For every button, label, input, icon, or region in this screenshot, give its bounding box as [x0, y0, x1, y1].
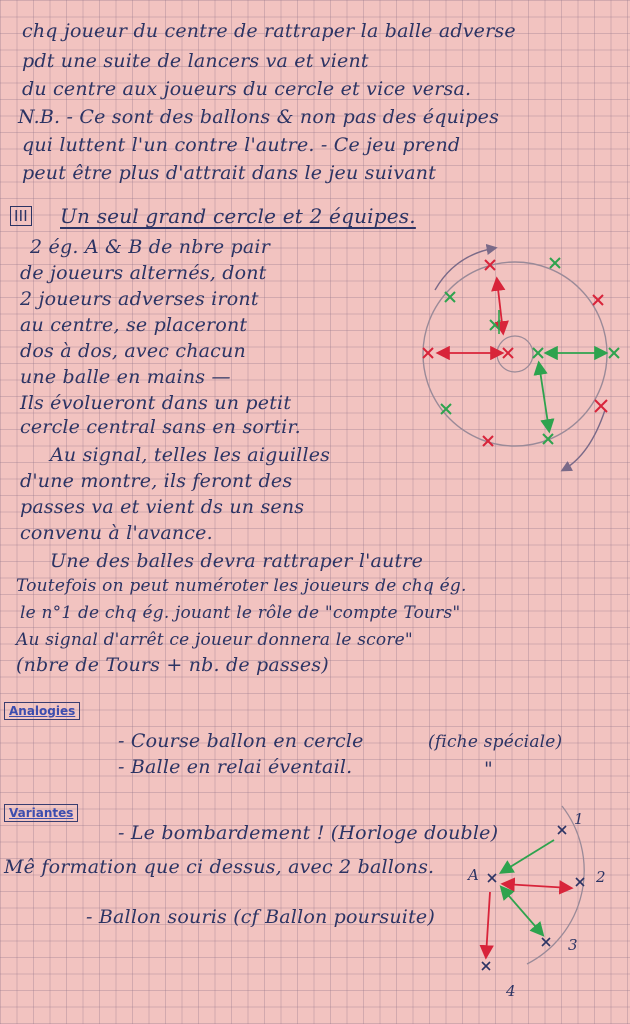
rotation-arrow-bottom	[563, 410, 605, 470]
body-line-17: (nbre de Tours + nb. de passes)	[16, 654, 329, 676]
body-line-3: 2 joueurs adverses iront	[20, 288, 259, 310]
body-line-13: Une des balles devra rattraper l'autre	[50, 550, 424, 572]
variantes-label: Variantes	[4, 804, 78, 822]
body-line-1: 2 ég. A & B de nbre pair	[30, 236, 270, 258]
intro-line-6: peut être plus d'attrait dans le jeu suivant	[22, 162, 437, 184]
red-pass-vertical	[497, 280, 503, 332]
body-line-5: dos à dos, avec chacun	[20, 340, 246, 362]
analogies-item-1: - Course ballon en cercle	[118, 730, 364, 752]
body-line-2: de joueurs alternés, dont	[20, 262, 267, 284]
intro-line-1: chq joueur du centre de rattraper la balle adverse	[22, 20, 516, 42]
body-line-9: Au signal, telles les aiguilles	[50, 444, 331, 466]
analogies-ditto: "	[484, 758, 493, 780]
analogies-note: (fiche spéciale)	[428, 732, 563, 752]
body-line-8: cercle central sans en sortir.	[20, 416, 301, 438]
label-2: 2	[596, 868, 606, 886]
circle-diagram	[415, 240, 625, 470]
body-line-6: une balle en mains —	[20, 366, 231, 388]
outer-circle	[423, 262, 607, 446]
section-title: Un seul grand cercle et 2 équipes.	[60, 204, 416, 228]
body-line-12: convenu à l'avance.	[20, 522, 213, 544]
label-4: 4	[506, 982, 516, 1000]
inner-circle	[497, 336, 533, 372]
body-line-10: d'une montre, ils feront des	[20, 470, 293, 492]
intro-line-2: pdt une suite de lancers va et vient	[22, 50, 369, 72]
analogies-item-2: - Balle en relai éventail.	[118, 756, 353, 778]
body-line-7: Ils évolueront dans un petit	[20, 392, 292, 414]
label-a: A	[468, 866, 479, 884]
green-pass-1	[502, 840, 554, 872]
section-number: III	[10, 206, 32, 226]
body-line-14: Toutefois on peut numéroter les joueurs de chq ég.	[16, 576, 467, 596]
intro-line-3: du centre aux joueurs du cercle et vice versa.	[22, 78, 472, 100]
intro-line-5: qui luttent l'un contre l'autre. - Ce jeu prend	[22, 134, 461, 156]
variantes-item-2: Mê formation que ci dessus, avec 2 ballons.	[4, 856, 435, 878]
variantes-item-1: - Le bombardement ! (Horloge double)	[118, 822, 499, 844]
analogies-label: Analogies	[4, 702, 80, 720]
body-line-16: Au signal d'arrêt ce joueur donnera le score"	[16, 630, 413, 650]
body-line-15: le n°1 de chq ég. jouant le rôle de "compte Tours"	[20, 603, 461, 623]
green-pass-3	[502, 888, 542, 934]
red-pass-4	[486, 892, 490, 956]
label-1: 1	[574, 810, 584, 828]
variantes-diagram	[462, 806, 622, 1006]
label-3: 3	[568, 936, 578, 954]
body-line-11: passes va et vient ds un sens	[20, 496, 305, 518]
green-pass-diagonal	[539, 364, 549, 430]
variantes-item-3: - Ballon souris (cf Ballon poursuite)	[86, 906, 435, 928]
red-pass-2	[504, 884, 570, 888]
intro-line-4: N.B. - Ce sont des ballons & non pas des équipes	[18, 106, 500, 128]
body-line-4: au centre, se placeront	[20, 314, 248, 336]
